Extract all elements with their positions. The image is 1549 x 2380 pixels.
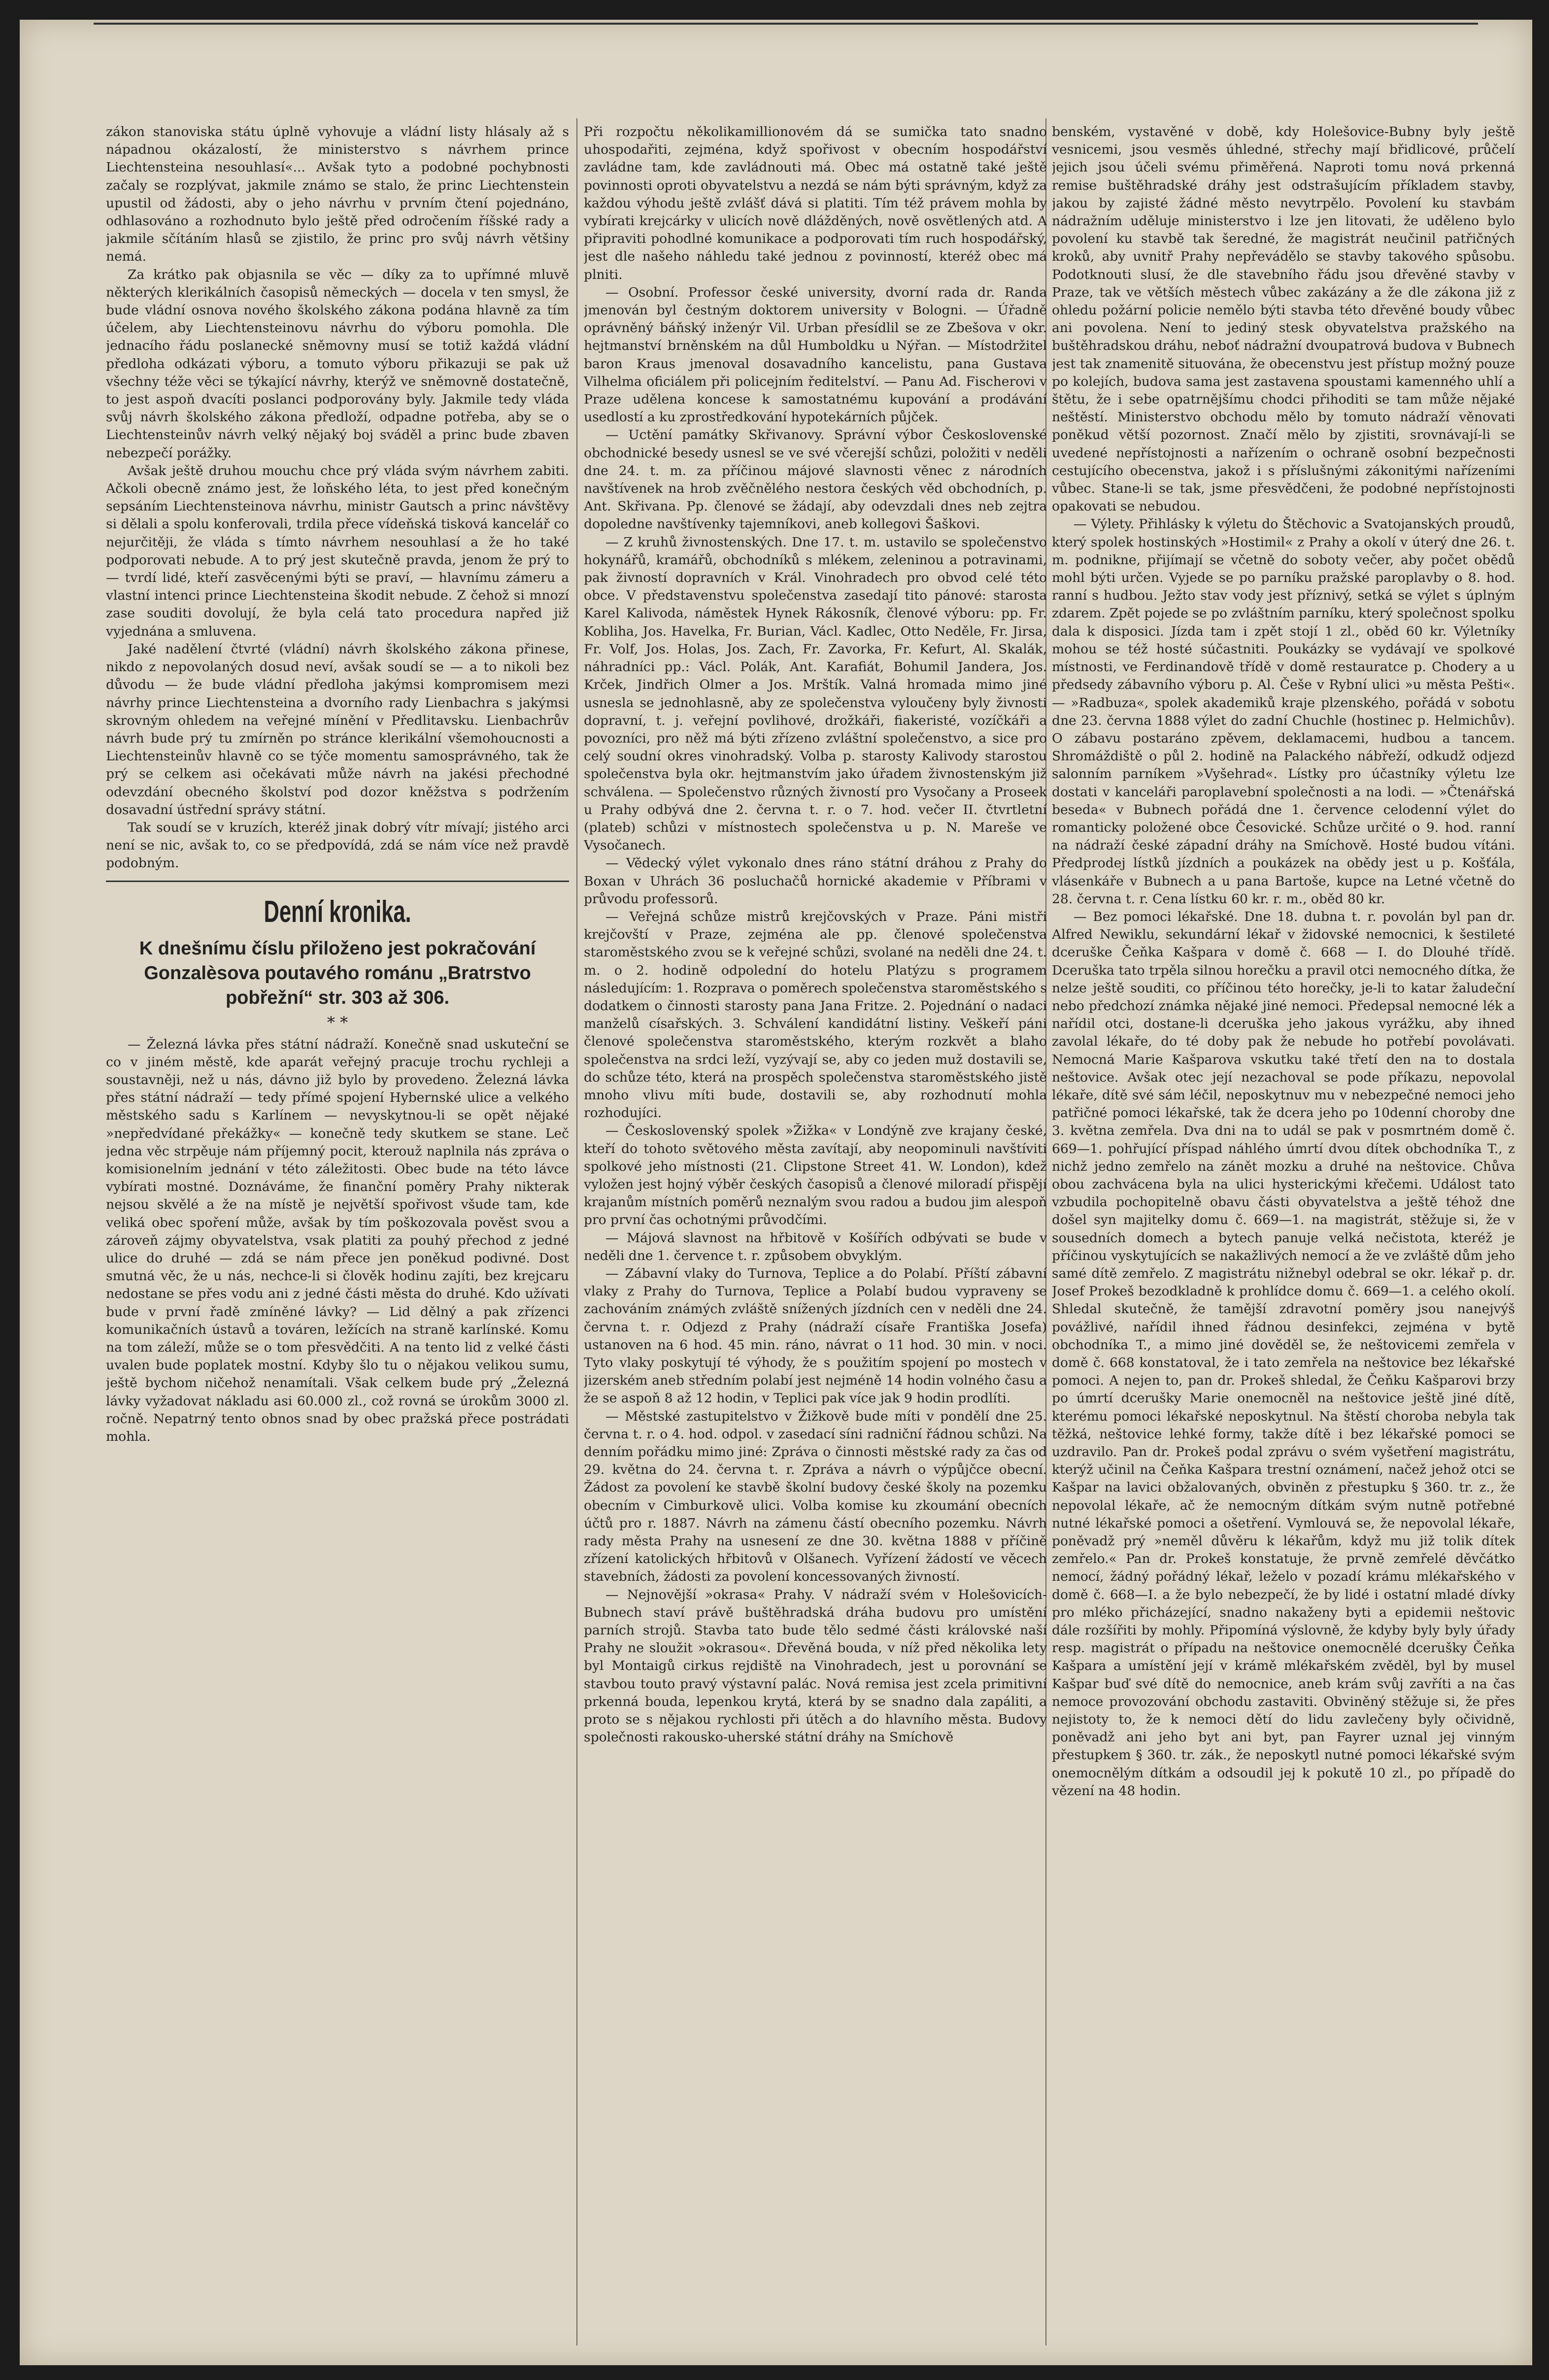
section-title: Denní kronika.: [264, 894, 411, 929]
article-paragraph: benském, vystavěné v době, kdy Holešovice-Bubny byly ještě vesnicemi, jsou vesměs úhledné, střechy mají břidlicové, průčelí jejich jsou účeli svému přiměřená. Naproti tomu nová prkenná remise buštěhradské dráhy jest odstrašujícím příkladem stavby, jakou by zajisté žádné město nevytrpělo. Povolení ku stavbám nádražním uděluje ministerstvo i lze jen litovati, že uděleno bylo povolení ku stavbě tak šeredné, že magistrát neučinil patřičných kroků, aby uvnitř Prahy nepřevádělo se stavby takového spůsobu. Podotknouti slusí, že dle stavebního řádu jsou dřevěné stavby v Praze, tak ve větších městech vůbec zakázány a že dle zákona již z ohledu požární policie nemělo býti stavba této dřevěné boudy vůbec ani povolena. Není to jediný stesk obyvatelstva pražského na buštěhradskou dráhu, neboť nádražní dvoupatrová budova v Bubnech jest tak znamenitě situována, že obecenstvu jest přístup možný pouze po kolejích, budova sama jest zastavena spoustami kamenného uhlí a štětu, že i sebe opatrnějšímu chodci přihoditi se tam může nějaké neštěstí. Ministerstvo obchodu mělo by tomuto nádraží věnovati poněkud větší pozornost. Značí mělo by zjistiti, srovnávají-li se uvedené nepřístojnosti a nařízením o ochraně osobní bezpečnosti cestujícího obecenstva, jakož i s příslušnými zákonitými nařízeními vůbec. Stane-li se tak, jsme přesvědčeni, že podobné nepřístojnosti opakovati se nebudou.: [1052, 124, 1515, 514]
article-paragraph: — Československý spolek »Žižka« v Londýně zve krajany české, kteří do tohoto světového města zavítají, aby neopominuli navštíviti spolkové jeho místnosti (21. Clipstone Street 41. W. London), kdež vyložen jest hojný výběr českých časopisů a členové miloradí přispějí krajanům místních poměrů neznalým svou radou a budou jim alespoň pro první čas ochotnými průvodčími.: [584, 1123, 1047, 1228]
article-paragraph: Při rozpočtu několikamillionovém dá se sumička tato snadno uhospodařiti, zejména, když spořivost v obecním hospodářství zavládne tam, kde zavládnouti má. Obec má ostatně také ještě povinnosti oproti obyvatelstvu a nezdá se nám býti správným, když za každou výhodu ještě zvlášť dává si platiti. Tím též právem mohla by vybírati krejcárky v ulicích nově dlážděných, nově osvětlených atd. A připraviti pohodlné komunikace a podporovati tím ruch hospodářský, jest dle našeho náhledu také jednou z povinností, kteréž obec má plniti.: [584, 124, 1047, 282]
article-paragraph: — Osobní. Professor české university, dvorní rada dr. Randa jmenován byl čestným doktorem university v Bologni. — Úřadně oprávněný báňský inženýr Vil. Urban přesídlil se ze Zbešova v okr. hejtmanství brněnském na důl Humboldku u Nýřan. — Místodržitel baron Kraus jmenoval dosavadního kancelistu, pana Gustava Vilhelma oficiálem při policejním ředitelství. — Panu Ad. Fischerovi v Praze udělena koncese k samostatnému kupování a prodávání usedlostí a ku zprostředkování hypotekárních půjček.: [584, 284, 1047, 425]
column-1: [106, 123, 569, 2341]
article-paragraph: — Uctění památky Skřivanovy. Správní výbor Československé obchodnické besedy usnesl se ve své včerejší schůzi, položiti v neděli dne 24. t. m. za příčinou májové slavnosti věnec z národních navštívenek na hrob zvěčnělého nestora českých věd obchodních, p. Ant. Skřivana. Pp. členové se žádají, aby odevzdali dnes neb zejtra dopoledne navštívenky tajemníkovi, aneb kollegovi Šaškovi.: [584, 427, 1047, 532]
article-paragraph: — Výlety. Přihlásky k výletu do Štěchovic a Svatojanských proudů, který spolek hostinských »Hostimil« z Prahy a okolí v úterý dne 26. t. m. podnikne, přijímají se včetně do soboty večer, aby počet obědů mohl býti určen. Vyjede se po parníku pražské paroplavby o 8. hod. ranní s hudbou. Ježto stav vody jest příznivý, setká se výlet s úplným zdarem. Zpět pojede se po zvláštním parníku, který společnost spolku dala k disposici. Jízda tam i zpět stojí 1 zl., oběd 60 kr. Výletníky mohou se též hosté súčastniti. Poukázky se vydávají ve spolkové místnosti, ve Ferdinandově třídě v domě restauratce p. Chodery a u předsedy zábavního výboru p. Al. Češe v Rybní ulici »u města Pešti«. — »Radbuza«, spolek akademiků kraje plzenského, pořádá v sobotu dne 23. června 1888 výlet do zadní Chuchle (hostinec p. Helmichův). O zábavu postaráno zpěvem, deklamacemi, hudbou a tancem. Shromáždiště o půl 2. hodině na Palackého nábřeží, odkudž odjezd salonním parníkem »Vyšehrad«. Lístky pro účastníky výletu lze dostati v kanceláři paroplavební společnosti a na lodi. — »Čtenářská beseda« v Bubnech pořádá dne 1. července celodenní výlet do romanticky položené obce Česovické. Schůze určité o 9. hod. ranní na nádraží české západní dráhy na Smíchově. Hosté budou vítáni. Předprodej lístků jízdních a poukázek na obědy jest u p. Košťála, vlásenkáře v Bubnech a u pana Bartoše, kupce na Letné včetně do 28. června t. r. Cena lístku 60 kr. r. m., oběd 80 kr.: [1052, 516, 1515, 907]
article-paragraph: — Železná lávka přes státní nádraží. Konečně snad uskuteční se co v jiném městě, kde aparát veřejný pracuje trochu rychleji a soustavněji, než u nás, dávno již bylo by provedeno. Železná lávka přes státní nádraží — tedy přímé spojení Hybernské ulice a velkého městského sadu s Karlínem — nevyskytnou-li se opět nějaké »nepředvídané překážky« — konečně tedy skutkem se stane. Leč jedna věc strpěuje nám příjemný pocit, kterouž naplnila nás zpráva o komisionelním jednání v této záležitosti. Obec bude na této lávce vybírati mostné. Doznáváme, že finanční poměry Prahy nikterak nejsou skvělé a že na místě je největší spořivost všude tam, kde veliká obec spoření může, avšak by tím poškozovala pověst svou a zároveň zájmy obyvatelstva, vsak platiti za pouhý přechod z jedné ulice do druhé — zdá se nám přece jen poněkud podivné. Dost smutná věc, že u nás, nechce-li si člověk hodinu zajíti, bez krejcaru nedostane se přes vodu ani z jedné části města do druhé. Kdo užívati bude v první řadě zmíněné lávky? — Lid dělný a pak zřízenci komunikačních ústavů a továren, ležících na straně karlínské. Komu na tom záleží, může se o tom přesvědčiti. A na tento lid z velké části uvalen bude poplatek mostní. Kdyby šlo tu o nějakou velikou sumu, ještě bychom ničehož nenamítali. Však celkem bude prý „Železná lávky vyžadovat nákladu asi 60.000 zl., což rovná se úrokům 3000 zl. ročně. Nepatrný tento obnos snad by obec pražská přece postrádati mohla.: [106, 1036, 569, 1444]
column-2: [584, 123, 1047, 2341]
newspaper-page: [20, 20, 1532, 2365]
top-rule: [94, 23, 1478, 25]
article-paragraph: zákon stanoviska státu úplně vyhovuje a vládní listy hlásaly až s nápadnou okázalostí, že ministerstvo s návrhem prince Liechtensteina nesouhlasí«... Avšak tyto a podobné pochybnosti začaly se rozplývat, jakmile známo se stalo, že princ Liechtenstein upustil od žádosti, aby o jeho návrhu v prvním čtení pojednáno, odhlasováno a rozhodnuto bylo ještě před odročením říšské rady a jakmile sčítáním hlasů se zjistilo, že princ pro svůj návrh většiny nemá.: [106, 124, 569, 265]
article-paragraph: — Májová slavnost na hřbitově v Košířích odbývati se bude v neděli dne 1. července t. r. způsobem obvyklým.: [584, 1230, 1047, 1263]
article-paragraph: Tak soudí se v kruzích, kteréž jinak dobrý vítr mívají; jistého arci není se nic, avšak to, co se předpovídá, zdá se nám více než pravdě podobným.: [106, 819, 569, 871]
article-paragraph: — Veřejná schůze mistrů krejčovských v Praze. Páni mistři krejčovští v Praze, zejména ale pp. členové společenstva staroměstského zvou se k veřejné schůzi, svolané na neděli dne 24. t. m. o 2. hodině odpolední do hotelu Platýzu s programem následujícím: 1. Rozprava o poměrech společenstva staroměstského s dodatkem o činnosti starosty pana Jana Fritze. 2. Pojednání o nadaci manželů císařských. 3. Schválení kandidátní listiny. Veškeří páni členové společenstva staroměstského, kterým rozkvět a blaho společenstva na srdci leží, vyzývají se, aby co jeden muž dostavili se, do schůze této, která na prospěch společenstva staroměstského jistě mnoho vlivu míti bude, dostavili se, aby rozhodnutí mohla rozhodujíci.: [584, 909, 1047, 1121]
article-paragraph: — Vědecký výlet vykonalo dnes ráno státní dráhou z Prahy do Boxan v Uhrách 36 posluchačů hornické akademie v Příbrami v průvodu professorů.: [584, 855, 1047, 907]
article-paragraph: Avšak ještě druhou mouchu chce prý vláda svým návrhem zabiti. Ačkoli obecně známo jest, že loňského léta, to jest před konečným sepsáním Liechtensteinova návrhu, ministr Gautsch a princ návštěvy si dělali a spolu konferovali, trdila přece vídeňská tisková kancelář co nejurčitěji, že vláda s tímto návrhem nesouhlasí a že ho také podporovati nebude. A to prý jest skutečně pravda, jenom že prý to — tvrdí lidé, kteří zasvěcenými býti se praví, — hlavnímu zámeru a vlastní intenci prince Liechtensteina škodit nebude. Z čehož si mnozí zase souditi dovolují, že byla celá tato procedura napřed již vyjednána a smluvena.: [106, 463, 569, 639]
asterism: * *: [327, 1013, 348, 1032]
column-rule-1: [576, 118, 577, 2346]
article-paragraph: — Nejnovější »okrasa« Prahy. V nádraží svém v Holešovicích-Bubnech staví právě buštěhradská dráha budovu pro umístění parních strojů. Stavba tato bude tělo sedmé části královské naší Prahy ne sloužit »okrasou«. Dřevěná bouda, v níž před několika lety byl Montaigů cirkus rejdiště na Vinohradech, jest u porovnání se stavbou touto pravý výstavní palác. Nová remisa jest zcela primitivní prkenná bouda, lepenkou krytá, která by se snadno dala zapáliti, a proto se s nějakou rychlosti při útěch a do hlavního města. Budovy společnosti rakousko-uherské státní dráhy na Smíchově: [584, 1587, 1047, 1745]
article-paragraph: — Z kruhů živnostenských. Dne 17. t. m. ustavilo se společenstvo hokynářů, kramářů, obchodníků s mlékem, zeleninou a potravinami, pak živností dopravních v Král. Vinohradech pro obvod celé této obce. V představenstvu společenstva zasedají tito pánové: starosta Karel Kalivoda, náměstek Hynek Rákosník, členové výboru: pp. Fr. Kobliha, Jos. Havelka, Fr. Burian, Václ. Kadlec, Otto Neděle, Fr. Jirsa, Fr. Volf, Jos. Holas, Jos. Zach, Fr. Zavorka, Fr. Kefurt, Al. Skalák, náhradníci pp.: Václ. Polák, Ant. Karafiát, Bohumil Jandera, Jos. Krček, Jindřich Olmer a Jos. Mrštík. Valná hromada mimo jiné usnesla se jednohlasně, aby ze společenstva vyloučeny byly živnosti dopravní, t. j. veřejní povlihové, drožkáři, fiakeristé, vozíčkáři a povozníci, pro něž má býti zřízeno zvláštní společenstvo, a sice pro celý soudní okres vinohradský. Volba p. starosty Kalivody starostou společenstva byla okr. hejtmanstvím jako úřadem živnostenským již schválena. — Společenstvo různých živností pro Vysočany a Proseek u Prahy odbývá dne 2. června t. r. o 7. hod. večer II. čtvrtletní (plateb) schůzi v místnostech společenstva u p. N. Mareše ve Vysočanech.: [584, 534, 1047, 853]
article-paragraph: — Zábavní vlaky do Turnova, Teplice a do Polabí. Příští zábavní vlaky z Prahy do Turnova, Teplice a Polabí budou vypraveny se zachováním známých zvláště snížených jízdních cen v neděli dne 24. června t. r. Odjezd z Prahy (nádraží císaře Františka Josefa) ustanoven na 6 hod. 45 min. ráno, návrat o 11 hod. 30 min. v noci. Tyto vlaky poskytují té výhody, že s použitím spojení po mostech v jizerském aneb středním polabí jest nejméně 14 hodin volného času a že se aspoň 8 až 12 hodin, v Teplici pak více jak 9 hodin prodlíti.: [584, 1266, 1047, 1406]
article-paragraph: — Bez pomoci lékařské. Dne 18. dubna t. r. povolán byl pan dr. Alfred Newiklu, sekundární lékař v židovské nemocnici, k šestileté dceruške Čeňka Kašpara v domě č. 668 — I. do Dlouhé třídě. Dceruška tato trpěla silnou horečku a pravil otci nemocného dítka, že nelze ještě souditi, co příčinou této horečky, je-li to katar žaludeční nebo předchozí známka nějaké jiné nemoci. Předepsal nemocné lék a nařídil otci, dostane-li dceruška jeho jakous vyrážku, aby ihned zavolal lékaře, do té doby pak že nebude ho potřebí povolávati. Nemocná Marie Kašparova vskutku také třetí den na to dostala neštovice. Avšak otec její nezachoval se pode příkazu, nepovolal lékaře, dítě své sám léčil, neposkytnuv mu v nebezpečné nemoci jeho patřičné pomoci lékařské, tak že dcera jeho po 10denní choroby dne 3. května zemřela. Dva dni na to udál se pak v posmrtném domě č. 669—1. pohřující příspad náhlého úmrtí dvou dítek obchodníka T., z nichž jedno zemřelo na zánět mozku a druhé na neštovice. Chůva obou zachvácena byla na ulici hysterickými křečemi. Událost tato vzbudila pochopitelně obavu části obyvatelstva a ještě téhož dne došel syn majitelky domu č. 669—1. na magistrát, stěžuje si, že v sousedních domech a bytech panuje velká nečistota, kteréž je příčinou vyskytujících se nakažlivých nemocí a že ve zvláště dům jeho samé dítě zemřelo. Z magistrátu nižnebyl odebral se okr. lékař p. dr. Josef Prokeš bezodkladně k prohlídce domu č. 669—1. a celého okolí. Shledal skutečně, že tamější zdravotní poměry jsou nanejvýš povážlivé, nařídil ihned řádnou desinfekci, zejména v bytě obchodníka T., a mimo jiné dověděl se, že neštovicemi zemřela v domě č. 668 konstatoval, že i tato zemřela na neštovice bez lékařské pomoci. A nejen to, pan dr. Prokeš shledal, že Čeňku Kašparovi brzy po úmrtí dcerušky Marie onemocněl na neštovice ještě jiné dítě, kterému pomoci lékařské neposkytnul. Na štěstí choroba nebyla tak těžká, neštovice lehké formy, takže dítě i bez lékařské pomoci se uzdravilo. Pan dr. Prokeš podal zprávu o svém vyšetření magistrátu, kterýž učinil na Čeňka Kašpara trestní oznámení, načež jehož otci se Kašpar na lavici obžalovaných, obviněn z přestupku § 360. tr. z., že nepovolal lékaře, ač že nemocným dítkám svým nutně potřebné nutné lékařské pomoci a ošetření. Vymlouvá se, že nepovolal lékaře, poněvadž prý »neměl důvěru k lékařům, když mu již tolik dítek zemřelo.« Pan dr. Prokeš konstatuje, že prvně zemřelé děvčátko nemocí, žádný pořádný lékař, leželo v pozadí krámu mlékařského v domě č. 668—I. a že bylo nebezpečí, že by lidé i ostatní mladé dívky pro mléko přicházející, snadno nakaženy byti a epidemii neštovic dále rozšířiti by mohly. Připomíná výslovně, že kdyby byly byly úřady resp. magistrát o případu na neštovice onemocnělé dcerušky Čeňka Kašpara a umístění její v krámě mlékařském zvěděl, byl by musel Kašpar buď své dítě do nemocnice, aneb krám svůj zavříti a na čas nemoce provozování obchodu zastaviti. Obviněný stěžuje si, že přes nejistoty to, že k nemoci dětí do lidu zavlečeny byly očividně, poněvadž ani jeho byt ani byt, pan Fayrer uznal jej vinným přestupkem § 360. tr. zák., že neposkytl nutné pomoci lékařské svým onemocnělým dítkám a odsoudil jej k pokutě 10 zl., po případě do vězení na 48 hodin.: [1052, 909, 1515, 1799]
article-paragraph: Za krátko pak objasnila se věc — díky za to upřímné mluvě některých klerikálních časopisů německých — docela v ten smysl, že bude vládní osnova nového školského zákona podána hlavně za tím účelem, aby Liechtensteinovu návrhu do výboru pomohla. Dle jednacího řádu poslanecké sněmovny musí se totiž každá vládní předloha odkázati výboru, a tomuto výboru přikazuji se pak už všechny téže věci se týkající návrhy, kterýž ve sněmovně dostatečně, to jest aspoň dvacíti poslanci podporovány byly. Jakmile tedy vláda svůj návrh školského zákona předloží, odpadne potřeba, aby se o Liechtensteinův návrh velký nějaký boj sváděl a princ bude zbaven nebezpečí porážky.: [106, 267, 569, 461]
section-divider: [106, 881, 569, 882]
column-3: [1052, 123, 1515, 2341]
supplement-notice: K dnešnímu číslu přiloženo jest pokračování Gonzalèsova poutavého románu „Bratrstvo pobřežní“ str. 303 až 306.: [139, 938, 536, 1008]
article-paragraph: Jaké nadělení čtvrté (vládní) návrh školského zákona přinese, nikdo z nepovolaných dosud neví, avšak soudí se — a to nikoli bez důvodu — že bude vládní předloha jakýmsi kompromisem mezi návrhy prince Liechtensteina a dvorního rady Lienbachra s jakýmsi skrovným ohledem na veřejné mínění v Předlitavsku. Lienbachrův návrh bude prý tu zmírněn po stránce klerikální všemohoucnosti a Liechtensteinův hlavně co se týče momentu samosprávného, tak že prý se celkem asi očekávati může návrh na jakési přechodné odevzdání obecného školství pod dozor kněžstva s podržením dosavadní ústřední správy státní.: [106, 641, 569, 817]
article-paragraph: — Městské zastupitelstvo v Žižkově bude míti v pondělí dne 25. června t. r. o 4. hod. odpol. v zasedací síni radniční řádnou schůzi. Na denním pořádku mimo jiné: Zpráva o činnosti městské rady za čas od 29. května do 24. června t. r. Zpráva a návrh o výpůjčce obecní. Žádost za povolení ke stavbě školní budovy české školy na pozemku obecním v Cimburkově ulici. Volba komise ku zkoumání obecních účtů pro r. 1887. Návrh na zámenu částí obecního pozemku. Návrh rady města Prahy na usnesení ze dne 30. května 1888 v příčině zřízení katolických hřbitovů v Olšanech. Vyřízení žádostí ve věcech stavebních, žádosti za povolení koncessovaných živností.: [584, 1408, 1047, 1585]
